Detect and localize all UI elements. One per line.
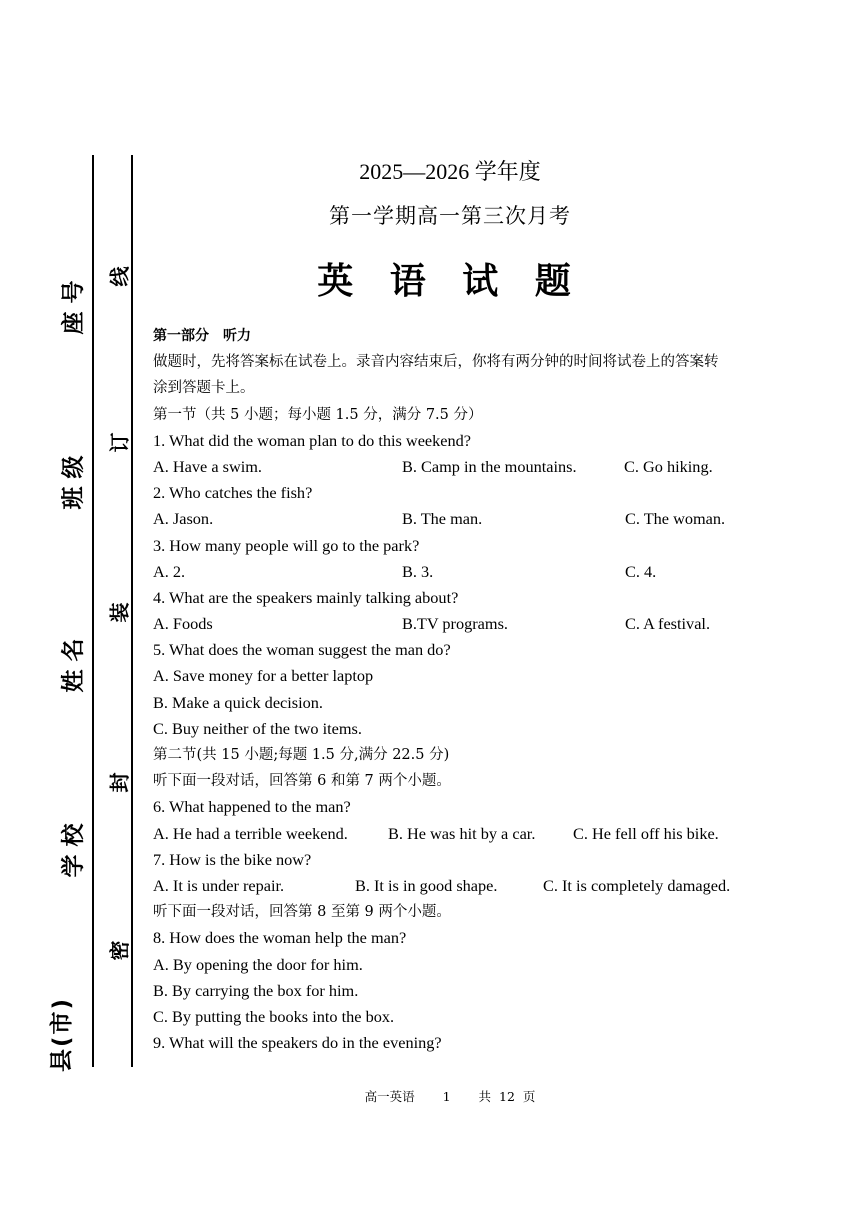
question-9: 9. What will the speakers do in the evening?: [153, 1033, 442, 1053]
exam-title: 英 语 试 题: [317, 261, 583, 302]
option-b: B. Camp in the mountains.: [402, 456, 577, 476]
option-c: C. It is completely damaged.: [543, 875, 731, 895]
class-field-label: 班级: [60, 447, 87, 510]
part1-heading: 第一部分 听力: [153, 328, 251, 344]
option-a: A. It is under repair.: [153, 875, 285, 895]
binding-char-ding: 订: [107, 432, 132, 453]
question-5-option-a: A. Save money for a better laptop: [153, 666, 374, 686]
question-2: 2. Who catches the fish?: [153, 483, 313, 503]
option-b: B.TV programs.: [402, 614, 508, 634]
option-c: C. The woman.: [625, 509, 726, 529]
binding-char-feng: 封: [107, 772, 132, 793]
question-6: 6. What happened to the man?: [153, 797, 351, 817]
option-b: B. 3.: [402, 561, 434, 581]
option-b: B. The man.: [402, 509, 483, 529]
question-5: 5. What does the woman suggest the man do?: [153, 640, 451, 660]
exam-year: 2025—2026 学年度: [359, 159, 541, 184]
question-1: 1. What did the woman plan to do this weekend?: [153, 430, 472, 450]
question-4-options: [153, 611, 773, 637]
option-c: C. Go hiking.: [624, 456, 713, 476]
binding-char-zhuang: 装: [107, 602, 132, 623]
option-a: A. He had a terrible weekend.: [153, 823, 348, 843]
footer-page-number: 1: [442, 1089, 451, 1104]
question-7: 7. How is the bike now?: [153, 849, 312, 869]
option-c: C. 4.: [625, 561, 657, 581]
dialog-instruction-6-7: 听下面一段对话，回答第 6 和第 7 两个小题。: [153, 773, 451, 790]
question-8-option-c: C. By putting the books into the box.: [153, 1006, 395, 1026]
option-b: B. It is in good shape.: [355, 875, 498, 895]
question-5-option-c: C. Buy neither of the two items.: [153, 718, 362, 738]
exam-term: 第一学期高一第三次月考: [329, 204, 571, 228]
instruction-line-1: 做题时，先将答案标在试卷上。录音内容结束后，你将有两分钟的时间将试卷上的答案转: [153, 354, 719, 371]
question-7-options: [153, 873, 773, 899]
footer-subject: 高一英语: [364, 1089, 415, 1104]
option-a: A. Foods: [153, 614, 213, 634]
option-a: A. 2.: [153, 561, 186, 581]
footer-total-pages: 共 12 页: [478, 1089, 536, 1104]
question-1-options: [153, 454, 773, 480]
question-5-option-b: B. Make a quick decision.: [153, 692, 324, 712]
section1-heading: 第一节（共 5 小题；每小题 1.5 分，满分 7.5 分）: [153, 406, 483, 423]
option-c: C. He fell off his bike.: [573, 823, 719, 843]
question-8: 8. How does the woman help the man?: [153, 928, 407, 948]
option-a: A. Jason.: [153, 509, 214, 529]
option-a: A. Have a swim.: [153, 456, 262, 476]
dialog-instruction-8-9: 听下面一段对话，回答第 8 至第 9 两个小题。: [153, 904, 451, 921]
option-b: B. He was hit by a car.: [388, 823, 536, 843]
exam-content: [153, 323, 773, 1056]
page-footer: [0, 1087, 867, 1105]
name-field-label: 姓名: [60, 630, 87, 693]
school-field-label: 学校: [60, 815, 87, 878]
question-3-options: [153, 559, 773, 585]
question-4: 4. What are the speakers mainly talking about?: [153, 587, 459, 607]
seat-number-field-label: 座号: [60, 272, 87, 335]
county-field-label: 县(市): [49, 996, 76, 1073]
question-8-option-a: A. By opening the door for him.: [153, 954, 363, 974]
binding-char-xian: 线: [107, 266, 132, 287]
question-6-options: [153, 821, 773, 847]
question-8-option-b: B. By carrying the box for him.: [153, 980, 359, 1000]
question-3: 3. How many people will go to the park?: [153, 535, 420, 555]
binding-char-mi: 密: [107, 940, 132, 961]
instruction-line-2: 涂到答题卡上。: [153, 380, 255, 397]
section2-heading: 第二节(共 15 小题;每题 1.5 分,满分 22.5 分): [153, 747, 450, 763]
option-c: C. A festival.: [625, 614, 711, 634]
question-2-options: [153, 506, 773, 532]
